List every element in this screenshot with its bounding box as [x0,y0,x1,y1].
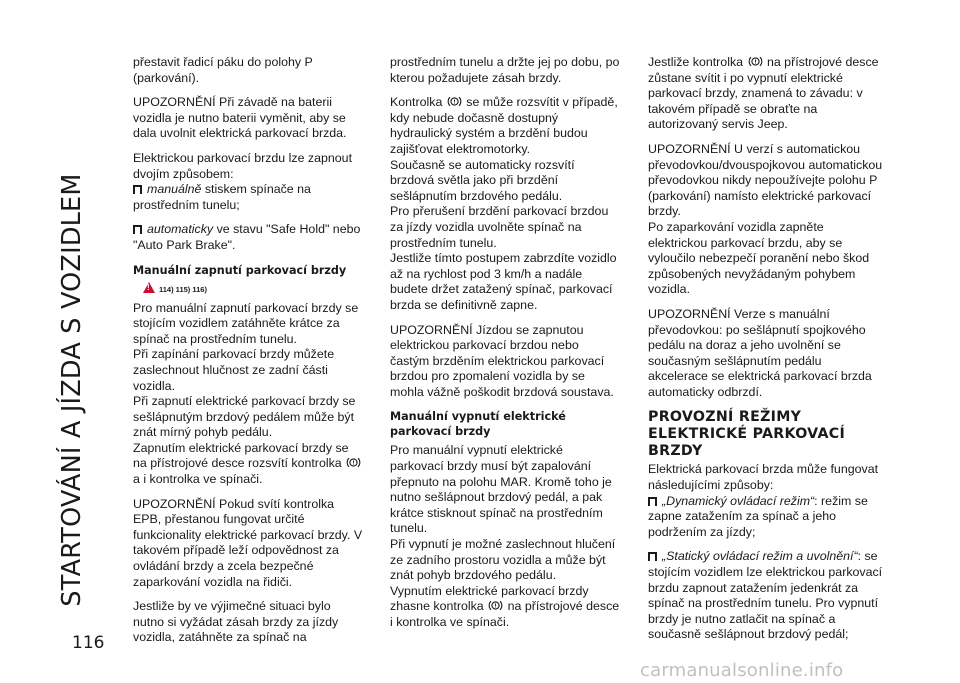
text-column-1 [133,55,363,655]
paragraph: Kontrolka ! se může rozsvítit v případě, kdy nebude dočasně dostupný hydraulický systém a brzdění budou zajišťovat elektromotorky. [390,95,618,156]
parking-brake-lamp-icon [748,56,763,67]
notice-paragraph: UPOZORNĚNÍ Verze s manuální převodovkou: po sešlápnutí spojkového pedálu na doraz a jeho uvolnění se současným sešlápnutím pedálu akcelerace se elektrická parkovací brzda automaticky odbrzdí. [648,306,872,399]
list-item: „Dynamický ovládací režim“: režim se zapne zatažením za spínač a jeho podržením za jízdy; [648,493,868,539]
paragraph: Při zapnutí elektrické parkovací brzdy se sešlápnutým brzdový pedálem může být znát mírný pohyb pedálu. [133,394,356,440]
paragraph: Při zapínání parkovací brzdy můžete zaslechnout hlučnost ze zadní části vozidla. [133,347,335,393]
bullet-icon [133,185,142,194]
paragraph: Pro přerušení brzdění parkovací brzdou za jízdy vozidla uvolněte spínač na prostředním tunelu. [390,204,609,250]
paragraph: Pro manuální vypnutí elektrické parkovací brzdy musí být zapalování přepnuto na polohu MAR. Kromě toho je nutno sešlápnout brzdový pedál, a pak krátce stisknout spínač na prostředním tunelu. [390,443,612,536]
list-item: automaticky ve stavu "Safe Hold" nebo "Auto Park Brake". [133,222,361,252]
notice-paragraph: UPOZORNĚNÍ Při závadě na baterii vozidla je nutno baterii vyměnit, aby se dala uvolnit elektrická parkovací brzda. [133,95,347,141]
paragraph: Jestliže kontrolka ! na přístrojové desce zůstane svítit i po vypnutí elektrické parkovací brzdy, znamená to závadu: v takovém případě se obraťte na autorizovaný servis Jeep. [648,55,879,132]
bullet-icon [648,497,657,506]
paragraph: prostředním tunelu a držte jej po dobu, po kterou požadujete zásah brzdy. [390,55,620,85]
paragraph: Jestliže by ve výjimečné situaci bylo nutno si vyžádat zásah brzdy za jízdy vozidla, zatáhněte za spínač na [133,599,339,645]
paragraph: Elektrickou parkovací brzdu lze zapnout dvojím způsobem: [133,150,353,181]
page-number: 116 [72,633,105,653]
paragraph: Jestliže tímto postupem zabrzdíte vozidlo až na rychlost pod 3 km/h a nadále budete držet zatažený spínač, parkovací brzda se definitivně zapne. [390,251,617,312]
parking-brake-lamp-icon [346,457,361,468]
svg-text:!: ! [453,99,456,106]
list-item: manuálně stiskem spínače na prostředním tunelu; [133,182,311,212]
section-heading: PROVOZNÍ REŽIMY ELEKTRICKÉ PARKOVACÍ BRZDY [648,409,846,460]
text-column-3 [648,55,884,652]
svg-text:!: ! [494,604,497,611]
parking-brake-lamp-icon [488,600,503,611]
section-side-title: STARTOVÁNÍ A JÍZDA S VOZIDLEM [57,173,87,607]
paragraph: Zapnutím elektrické parkovací brzdy se na přístrojové desce rozsvítí kontrolka ! a i kontrolka ve spínači. [133,441,363,488]
paragraph: Současně se automaticky rozsvítí brzdová světla jako při brzdění sešlápnutím brzdového pedálu. [390,157,575,203]
bullet-icon [133,225,142,234]
paragraph: přestavit řadicí páku do polohy P (parkování). [133,55,313,85]
paragraph: Při vypnutí je možné zaslechnout hlučení ze zadního prostoru vozidla a může být znát pohyb brzdového pedálu. [390,537,616,583]
notice-paragraph: UPOZORNĚNÍ Pokud svítí kontrolka EPB, přestanou fungovat určité funkcionality elektrické parkovací brzdy. V takovém případě leží odpovědnost za ovládání brzdy a zcela bezpečné zaparkování vozidla na řidiči. [133,496,363,589]
text-column-2 [390,55,620,631]
notice-paragraph: UPOZORNĚNÍ U verzí s automatickou převodovkou/dvouspojkovou automatickou převodovkou nikdy nepoužívejte polohu P (parkování) namísto elektrické parkovací brzdy. [648,141,883,219]
paragraph: Pro manuální zapnutí parkovací brzdy se stojícím vozidlem zatáhněte krátce za spínač na prostředním tunelu. [133,300,359,346]
warning-references: !114) 115) 116) [143,282,363,297]
list-item: „Statický ovládací režim a uvolnění“: se stojícím vozidlem lze elektrickou parkovací brzdu zapnout zatažením jedenkrát za spínač na prostředním tunelu. Pro vypnutí brzdy je nutno zatlačit na spínač a současně sešlápnout brzdový pedál; [648,549,883,642]
subheading: Manuální zapnutí parkovací brzdy [133,263,347,277]
subheading: Manuální vypnutí elektrické parkovací brzdy [390,410,566,439]
notice-paragraph: UPOZORNĚNÍ Jízdou se zapnutou elektrickou parkovací brzdou nebo častým brzděním elektrickou parkovací brzdou pro zpomalení vozidla by se mohla vážně poškodit brzdová soustava. [390,322,614,399]
svg-text:!: ! [753,59,757,66]
parking-brake-lamp-icon [447,96,462,107]
paragraph: Vypnutím elektrické parkovací brzdy zhasne kontrolka ! na přístrojové desce i kontrolka ve spínači. [390,583,620,629]
watermark: carmanualsonline.info [640,660,844,681]
paragraph: Elektrická parkovací brzda může fungovat následujícími způsoby: [648,462,879,493]
paragraph: Po zaparkování vozidla zapněte elektrickou parkovací brzdu, aby se vyloučilo nebezpečí poranění nebo škod způsobených nevyžádaným pohybem vozidla. [648,219,870,297]
bullet-icon [648,552,657,561]
warning-triangle-icon [143,282,155,293]
svg-text:!: ! [352,461,355,468]
